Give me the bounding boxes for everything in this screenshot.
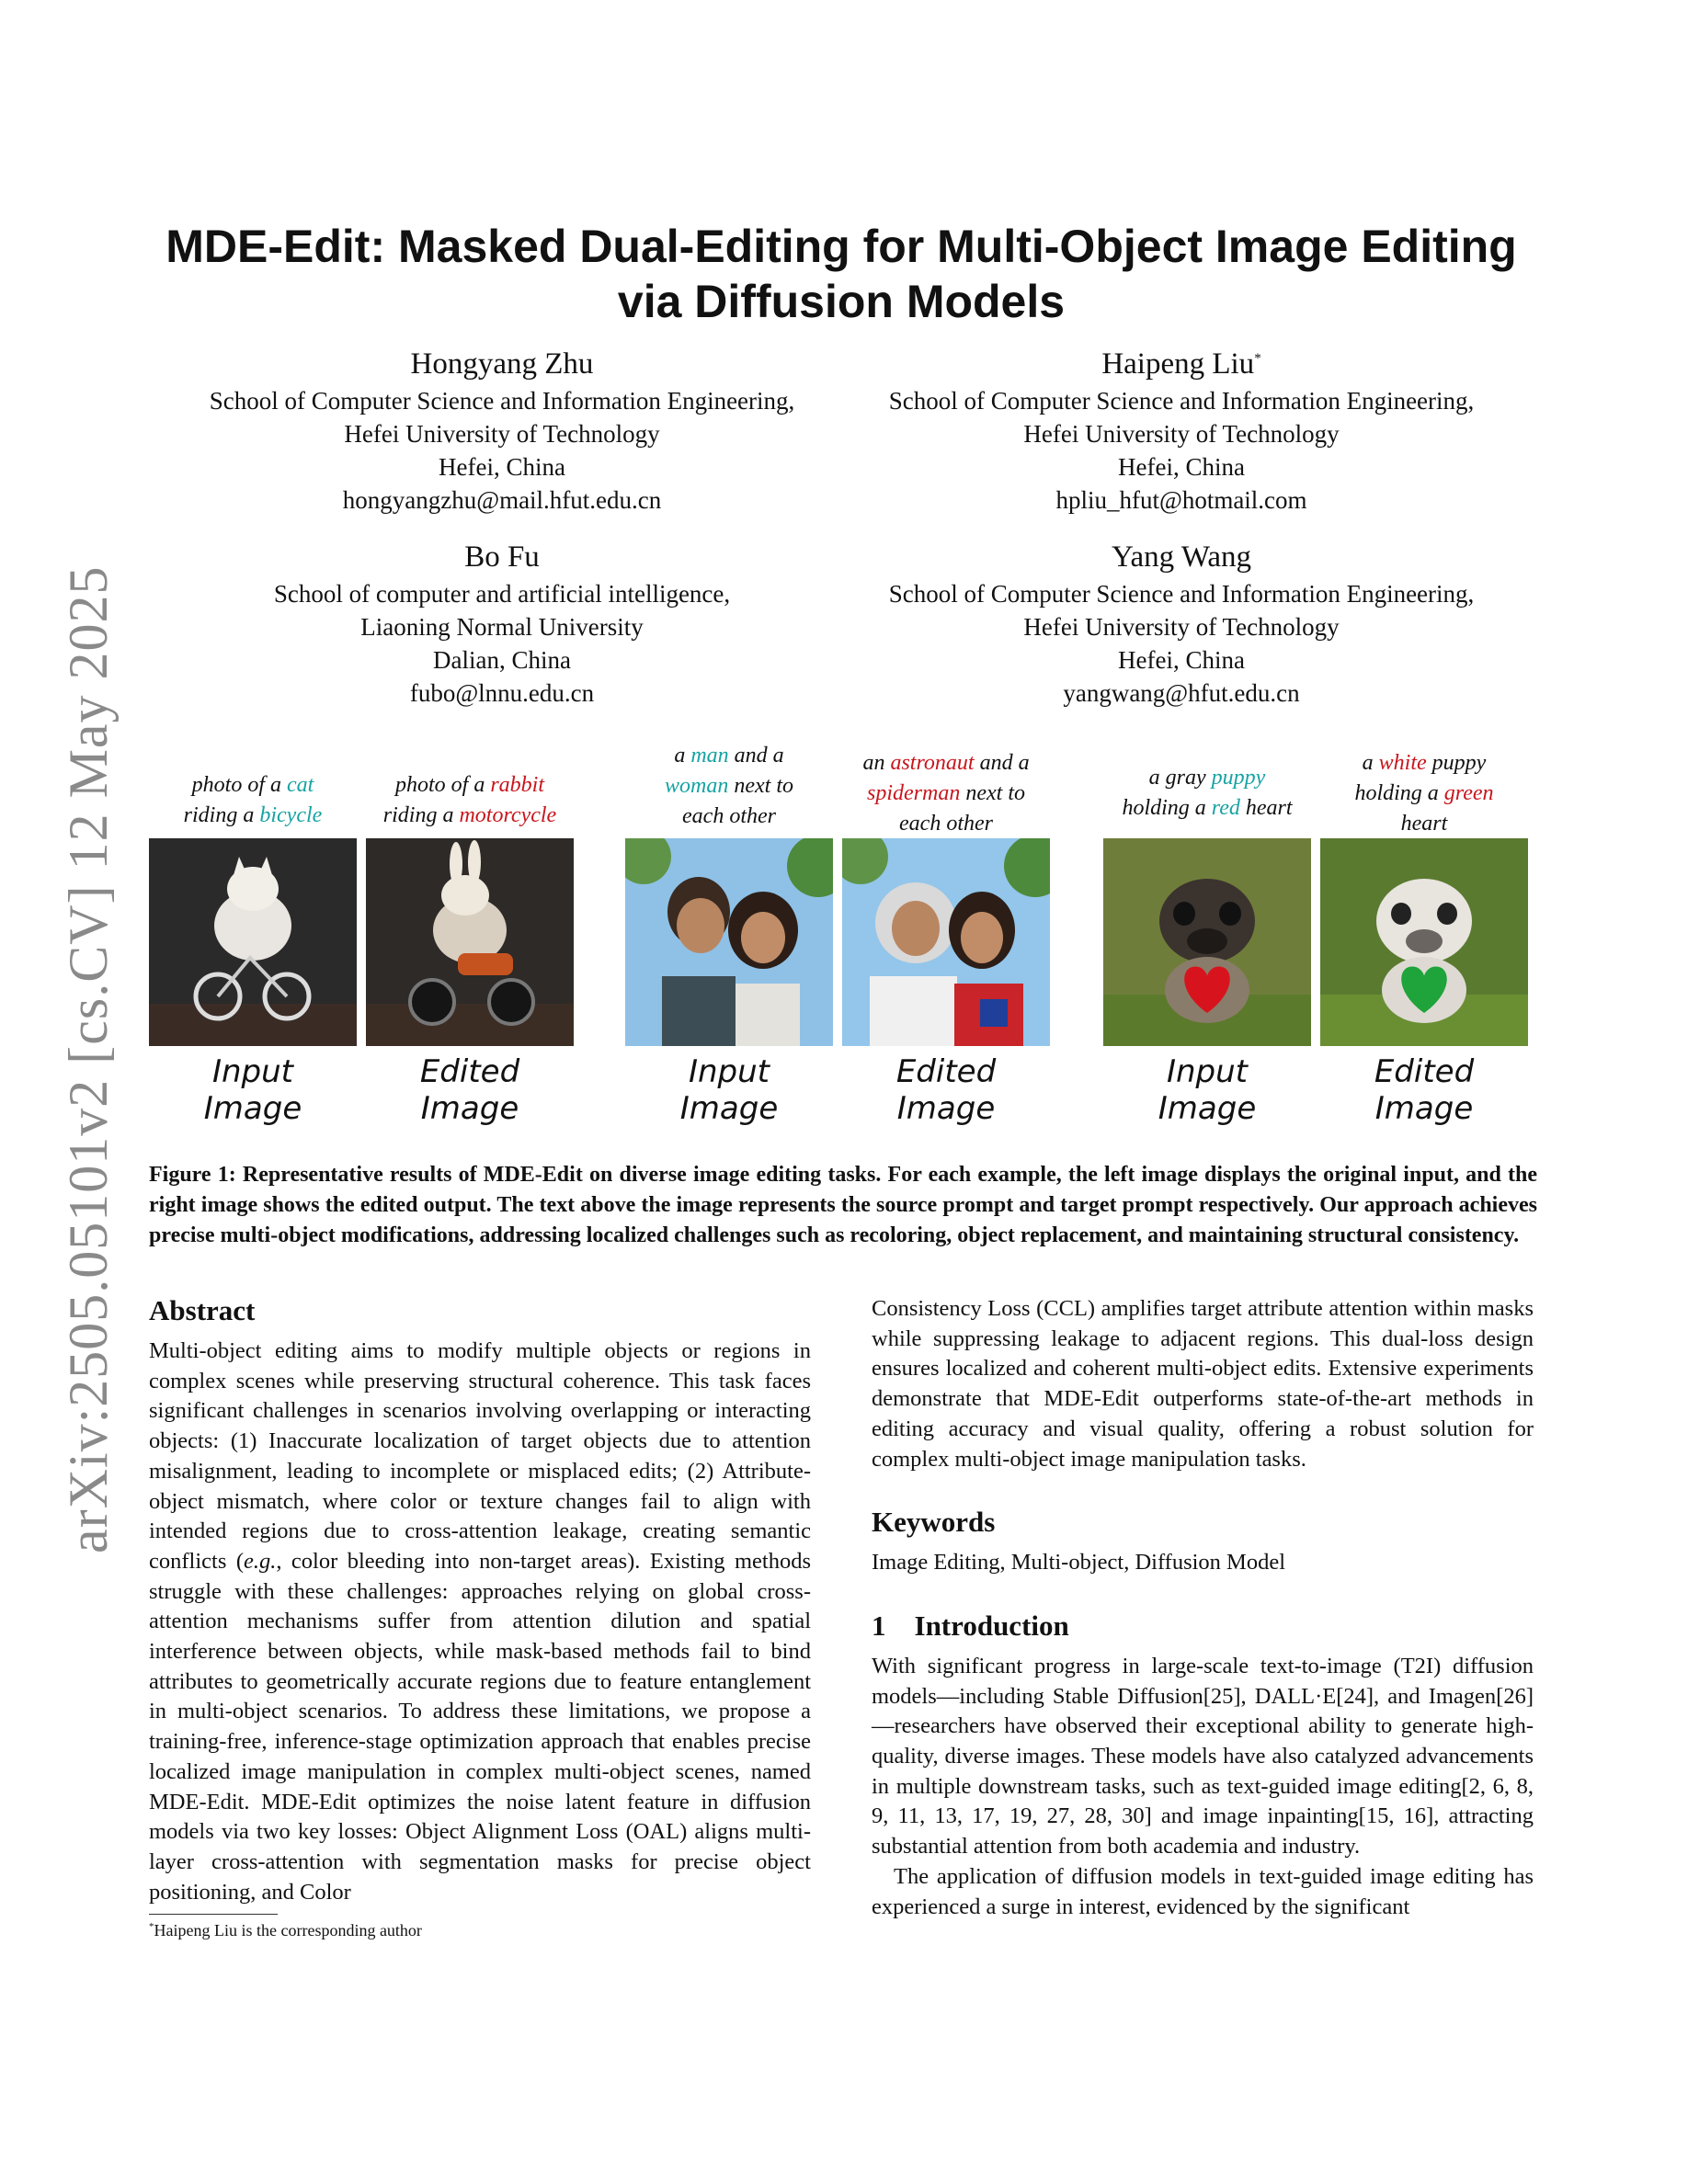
keywords-text: Image Editing, Multi-object, Diffusion Model [872,1550,1286,1575]
edited-image-label: Edited Image [1374,1053,1475,1127]
edited-image-label: Edited Image [895,1053,997,1127]
input-image-cat-bicycle [149,838,357,1046]
edited-image-white-puppy [1320,838,1528,1046]
input-image-gray-puppy [1103,838,1311,1046]
input-image-label: Input Image [203,1053,302,1127]
prompt-keyword: bicycle [259,803,323,827]
source-prompt: a man and a woman next to each other [665,744,793,828]
author-institution: Hefei University of Technology [1023,613,1340,641]
author-institution: Hefei University of Technology [344,420,660,448]
author-institution: Liaoning Normal University [360,613,644,641]
author-marker: * [1254,351,1261,366]
prompt-keyword: astronaut [890,751,975,775]
author-block [171,338,833,517]
prompt-keyword: motorcycle [459,803,557,827]
target-prompt: a white puppy holding a green heart [1354,751,1494,836]
author-name: Haipeng Liu [1101,347,1255,381]
target-prompt: an astronaut and a spiderman next to each other [862,751,1030,836]
right-column [872,1294,1534,1922]
abstract-text: Multi-object editing aims to modify multiple objects or regions in complex scenes while preserving structural coherence. This task faces significant challenges in scenarios involving overlapping or interacting objects: (1) Inaccurate localization of target objects due to attention misalignment, leading to incomplete or misplaced edits; (2) Attribute-object mismatch, where color or texture changes fail to align with intended regions due to cross-attention leakage, creating semantic conflicts (e.g., color bleeding into non-target areas). Existing methods struggle with these challenges: approaches relying on global cross-attention mechanisms suffer from attention dilution and spatial interference between objects, while mask-based methods fail to bind attributes to geometrically accurate regions due to feature entanglement in multi-object scenarios. To address these limitations, we propose a training-free, inference-stage optimization approach that enables precise localized image manipulation in complex multi-object scenes, named MDE-Edit. MDE-Edit optimizes the noise latent feature in diffusion models via two key losses: Object Alignment Loss (OAL) aligns multi-layer cross-attention with segmentation masks for precise object positioning, and Color [149,1338,811,1905]
introduction-paragraph-2: The application of diffusion models in text-guided image editing has experienced a surge in interest, evidenced by the significant [872,1863,1534,1919]
footnote: *Haipeng Liu is the corresponding author [149,1921,422,1939]
introduction-paragraph-1: With significant progress in large-scale text-to-image (T2I) diffusion models—including Stable Diffusion[25], DALL·E[24], and Imagen[26]—researchers have observed their exceptional ability to generate high-quality, diverse images. These models have also catalyzed advancements in multiple downstream tasks, such as text-guided image editing[2, 6, 8, 9, 11, 13, 17, 19, 27, 28, 30] and image inpainting[15, 16], attracting substantial attention from both academia and industry. [872,1653,1534,1860]
title-line-1: MDE-Edit: Masked Dual-Editing for Multi-Object Image Editing [165,221,1517,272]
author-email[interactable]: hpliu_hfut@hotmail.com [1055,486,1307,514]
left-column [149,1294,811,1907]
author-name: Yang Wang [1112,540,1251,574]
footnote-divider [149,1914,278,1915]
prompt-keyword: man [690,744,729,768]
prompt-keyword: red [1211,796,1240,820]
author-location: Hefei, China [1118,453,1245,481]
input-image-label: Input Image [679,1053,779,1127]
author-block [850,531,1512,710]
prompt-keyword: green [1443,781,1494,805]
author-block [850,338,1512,517]
prompt-keyword: cat [287,773,314,797]
edited-image-rabbit-motorcycle [366,838,574,1046]
author-affiliation: School of Computer Science and Information Engineering, [209,387,795,415]
abstract-heading: Abstract [149,1294,256,1326]
author-name: Hongyang Zhu [410,347,594,381]
abstract-continued: Consistency Loss (CCL) amplifies target attribute attention within masks while suppressing leakage to adjacent regions. This dual-loss design ensures localized and coherent multi-object edits. Extensive experiments demonstrate that MDE-Edit outperforms state-of-the-art methods in editing accuracy and visual quality, offering a robust solution for complex multi-object image manipulation tasks. [872,1296,1534,1472]
target-prompt: photo of a rabbit riding a motorcycle [382,773,557,827]
input-image-man-woman [625,838,833,1046]
author-email[interactable]: fubo@lnnu.edu.cn [409,679,595,707]
paper-title [138,219,1545,329]
keywords-heading: Keywords [872,1506,996,1539]
author-affiliation: School of computer and artificial intelligence, [273,580,731,608]
source-prompt: photo of a cat riding a bicycle [183,773,323,827]
author-email[interactable]: hongyangzhu@mail.hfut.edu.cn [342,486,662,514]
input-image-label: Input Image [1158,1053,1257,1127]
source-prompt: a gray puppy holding a red heart [1122,766,1293,820]
author-name: Bo Fu [464,540,540,574]
prompt-keyword: white [1378,751,1427,775]
author-affiliation: School of Computer Science and Information Engineering, [888,387,1475,415]
prompt-keyword: rabbit [490,773,545,797]
prompt-keyword: spiderman [867,781,961,805]
author-location: Hefei, China [439,453,565,481]
author-email[interactable]: yangwang@hfut.edu.cn [1063,679,1300,707]
author-location: Dalian, China [433,646,571,674]
author-block [171,531,833,710]
arxiv-identifier: arXiv:2505.05101v2 [cs.CV] 12 May 2025 [58,565,119,1553]
edited-image-label: Edited Image [419,1053,520,1127]
introduction-heading: 1 Introduction [872,1609,1069,1642]
edited-image-astronaut-spiderman [842,838,1050,1046]
title-line-2: via Diffusion Models [617,276,1066,327]
author-affiliation: School of Computer Science and Information Engineering, [888,580,1475,608]
prompt-keyword: woman [665,774,729,798]
prompt-keyword: puppy [1211,766,1266,790]
author-location: Hefei, China [1118,646,1245,674]
author-institution: Hefei University of Technology [1023,420,1340,448]
figure-caption: Figure 1: Representative results of MDE-Edit on diverse image editing tasks. For each example, the left image displays the original input, and the right image shows the edited output. The text above the image represents the source prompt and target prompt respectively. Our approach achieves precise multi-object modifications, addressing localized challenges such as recoloring, object replacement, and maintaining structural consistency. [149,1163,1537,1247]
